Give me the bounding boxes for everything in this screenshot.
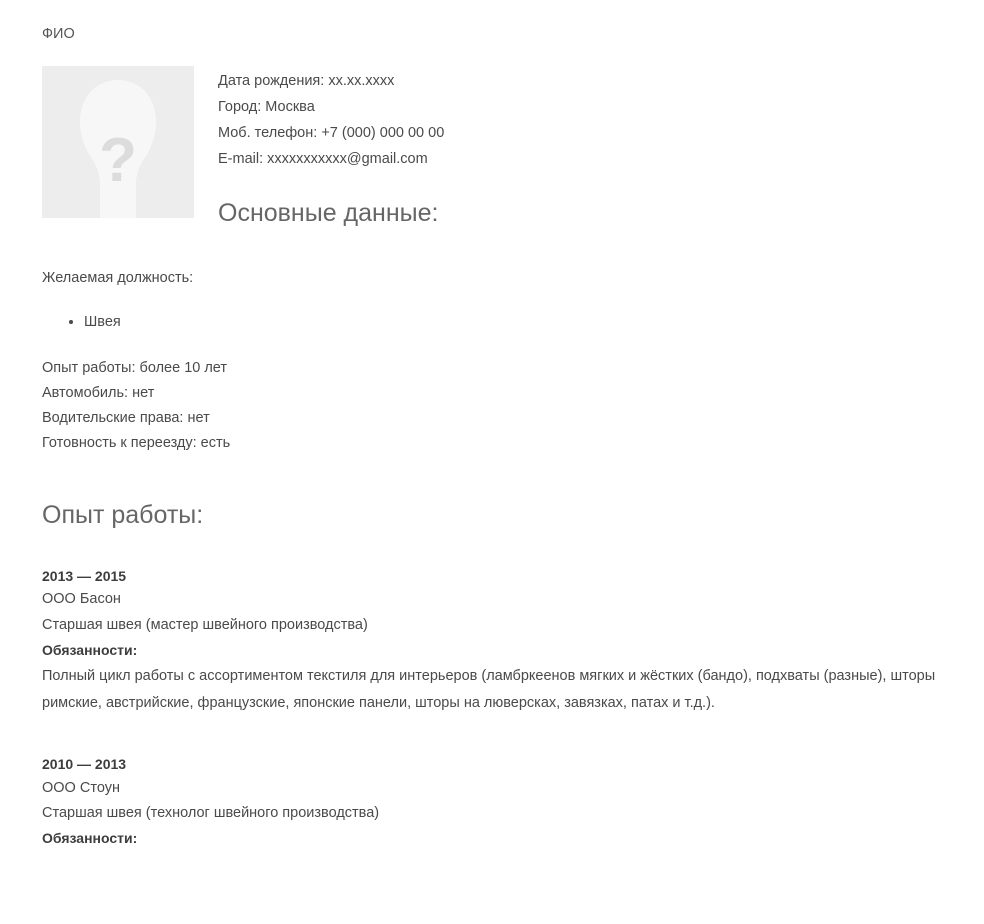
svg-text:?: ? [99,126,137,196]
main-data-heading: Основные данные: [218,199,439,228]
contact-birthdate: Дата рождения: хх.хх.хххх [218,73,395,90]
desired-position-label: Желаемая должность: [42,270,194,287]
fact-relocation: Готовность к переезду: есть [42,434,231,451]
experience-item [42,566,960,718]
contact-email: E-mail: xxxxxxxxxxx@gmail.com [218,151,428,168]
contacts-list [218,66,444,228]
job-company: ООО Басон [42,591,121,608]
fact-driver-license: Водительские права: нет [42,409,210,426]
job-company: ООО Стоун [42,779,120,796]
desired-position-list [42,312,960,334]
job-title: Старшая швея (мастер швейного производства) [42,616,368,633]
job-duties-text: Полный цикл работы с ассортиментом текстиля для интерьеров (ламбркеенов мягких и жёстких (бандо), подхваты (разные), шторы римские, австрийские, французские, японские панели, шторы на люверсках, завязках, патах и т.д.). [42,667,936,712]
job-duties-label: Обязанности: [42,642,138,659]
experience-heading: Опыт работы: [42,500,204,529]
facts-list [42,356,960,456]
contact-city: Город: Москва [218,99,315,116]
photo-placeholder [42,66,194,218]
full-name-label: ФИО [42,26,75,42]
contact-phone: Моб. телефон: +7 (000) 000 00 00 [218,125,445,142]
job-title: Старшая швея (технолог швейного производства) [42,804,380,821]
person-question-placeholder-icon [42,66,194,218]
fact-car: Автомобиль: нет [42,384,155,401]
job-duties-label: Обязанности: [42,830,138,847]
experience-item [42,754,960,851]
job-period: 2013 — 2015 [42,567,127,584]
fact-experience: Опыт работы: более 10 лет [42,359,228,376]
header-block [42,66,960,228]
list-item: • Швея [84,312,960,334]
job-period: 2010 — 2013 [42,755,127,772]
